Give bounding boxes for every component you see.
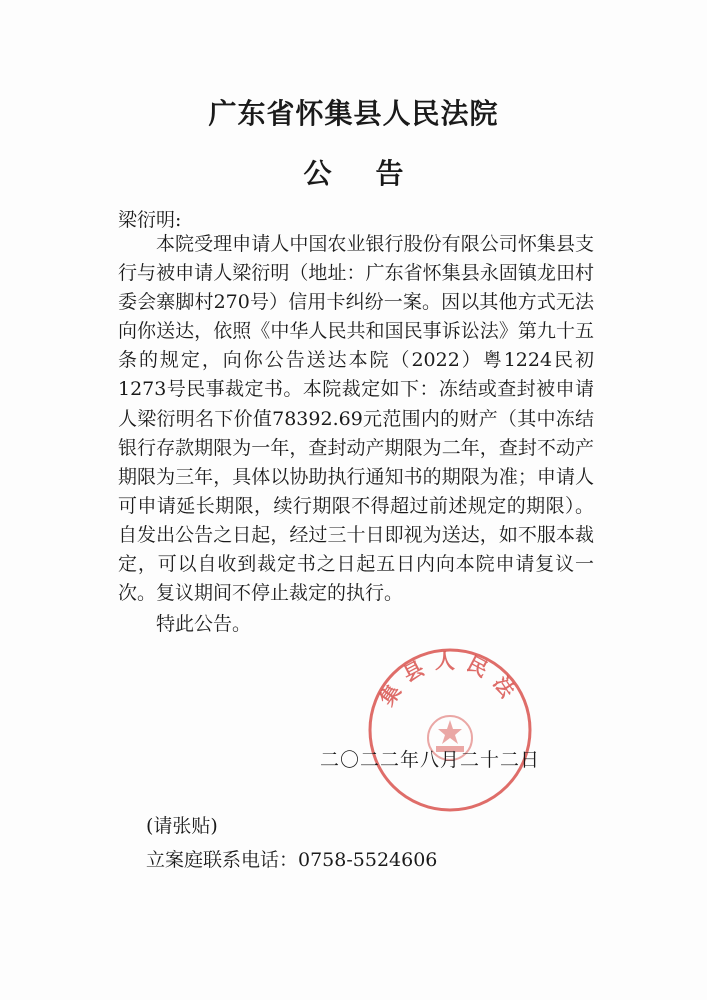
seal-text: 集县人民法 [374, 649, 526, 711]
court-name-heading: 广东省怀集县人民法院 [208, 97, 499, 130]
addressee: 梁衍明: [118, 209, 182, 231]
court-seal-stamp [366, 646, 534, 814]
closing-line: 特此公告。 [156, 613, 252, 635]
posting-note: (请张贴) [146, 815, 218, 837]
notice-body: 本院受理申请人中国农业银行股份有限公司怀集县支行与被申请人梁衍明（地址：广东省怀集县永固镇龙田村委会寨脚村270号）信用卡纠纷一案。因以其他方式无法向你送达，依照《中华人民共和国民事诉讼法》第九十五条的规定，向你公告送达本院（2022）粤1224民初1273号民事裁定书。本院裁定如下：冻结或查封被申请人梁衍明名下价值78392.69元范围内的财产（其中冻结银行存款期限为一年，查封动产期限为二年，查封不动产期限为三年，具体以协助执行通知书的期限为准；申请人可申请延长期限，续行期限不得超过前述规定的期限）。自发出公告之日起，经过三十日即视为送达，如不服本裁定，可以自收到裁定书之日起五日内向本院申请复议一次。复议期间不停止裁定的执行。 [118, 233, 594, 605]
contact-phone: 立案庭联系电话：0758-5524606 [146, 849, 438, 871]
issue-date: 二〇二二年八月二十二日 [320, 749, 541, 771]
document-title: 公告 [303, 157, 448, 190]
